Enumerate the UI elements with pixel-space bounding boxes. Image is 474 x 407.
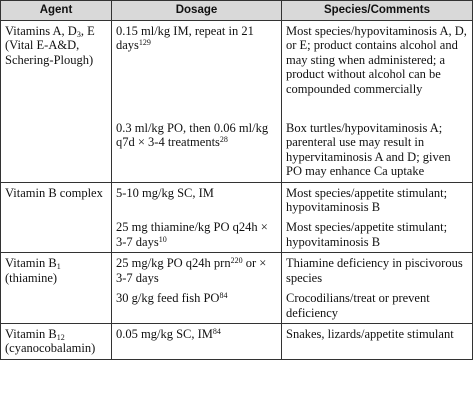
agent-cell: [1, 21, 112, 183]
table-row: [1, 21, 473, 100]
species-cell: Most species/appetite stimulant; hypovitaminosis B: [282, 217, 473, 252]
dosage-cell: [112, 217, 282, 252]
table-row: [1, 253, 473, 288]
agent-cell: Vitamin B complex: [1, 182, 112, 253]
agent-name: Vitamin B: [5, 326, 57, 341]
agent-name-suffix: , E (Vital E-A&D, Schering-Plough): [5, 24, 95, 67]
dosage-cell: [112, 288, 282, 323]
header-dosage: Dosage: [112, 1, 282, 21]
header-species: Species/Comments: [282, 1, 473, 21]
reference-number: 129: [138, 38, 151, 48]
dosage-text: 30 g/kg feed fish PO: [116, 291, 220, 306]
species-cell: Box turtles/hypovitaminosis A; parenteral use may result in hypervitaminosis A and D; given PO may enhance Ca uptake: [282, 99, 473, 182]
dosage-text: 0.05 mg/kg SC, IM: [116, 326, 213, 341]
species-cell: Thiamine deficiency in piscivorous species: [282, 253, 473, 288]
agent-name-suffix: (cyanocobalamin): [5, 341, 96, 356]
agent-cell: [1, 253, 112, 324]
agent-subscript: 12: [56, 332, 65, 342]
reference-number: 84: [219, 291, 228, 301]
agent-subscript: 3: [76, 30, 81, 39]
dosage-text: 25 mg/kg PO q24h prn: [116, 256, 231, 271]
species-cell: Most species/appetite stimulant; hypovitaminosis B: [282, 182, 473, 217]
reference-number: 220: [230, 256, 243, 266]
agent-cell: [1, 323, 112, 359]
agent-name: Vitamin B: [5, 256, 57, 271]
header-row: [1, 1, 473, 21]
dosage-cell: [112, 253, 282, 288]
dosage-cell: [112, 21, 282, 100]
species-cell: Crocodilians/treat or prevent deficiency: [282, 288, 473, 323]
reference-number: 28: [219, 135, 228, 145]
table-row: [1, 182, 473, 217]
species-cell: Most species/hypovitaminosis A, D, or E; product contains alcohol and may sting when administered; a product without alcohol can be compounded commercially: [282, 21, 473, 100]
dosage-text: 25 mg thiamine/kg PO q24h × 3-7 days: [116, 220, 268, 249]
agent-name-suffix: (thiamine): [5, 270, 58, 285]
dosage-cell: [112, 323, 282, 359]
reference-number: 10: [158, 234, 167, 244]
dosage-text: 0.3 ml/kg PO, then 0.06 ml/kg q7d × 3-4 treatments: [116, 121, 269, 150]
species-cell: Snakes, lizards/appetite stimulant: [282, 323, 473, 359]
dosage-text-suffix: or × 3-7 days: [116, 256, 267, 285]
dosage-cell: [112, 99, 282, 182]
header-agent: Agent: [1, 1, 112, 21]
reference-number: 84: [212, 326, 221, 336]
agent-name: Vitamins A, D: [5, 24, 77, 38]
agent-subscript: 1: [56, 262, 61, 272]
dosage-cell: 5-10 mg/kg SC, IM: [112, 182, 282, 217]
dosage-text: 0.15 ml/kg IM, repeat in 21 days: [116, 24, 254, 53]
table-row: [1, 323, 473, 359]
